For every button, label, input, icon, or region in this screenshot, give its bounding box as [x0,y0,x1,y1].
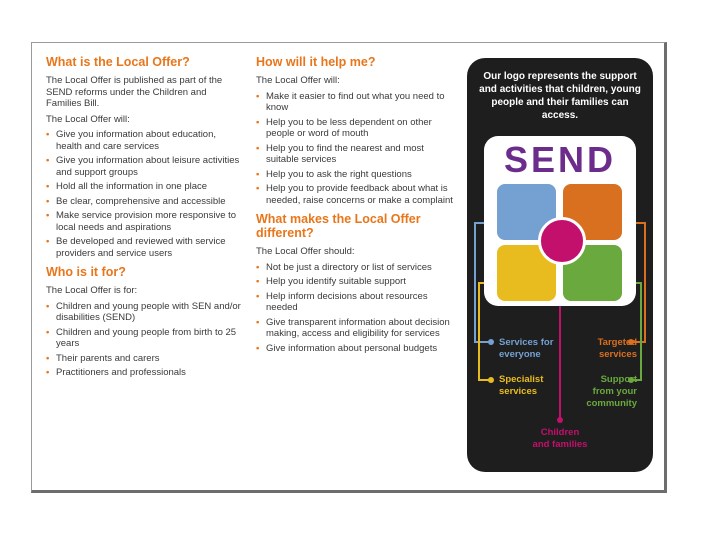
list-item-text: Their parents and carers [56,352,160,364]
will-list [46,129,244,259]
bullet-icon: • [46,181,50,192]
who-for-list [46,301,244,379]
who-for-section [46,265,244,379]
who-for-heading: Who is it for? [46,265,126,279]
label-line: from your [592,386,637,397]
list-item [46,210,244,233]
label-line: Specialist [499,374,544,385]
bullet-icon: • [46,155,50,166]
bullet-icon: • [256,90,260,102]
list-item [256,143,456,166]
label-line: services [598,349,637,360]
list-item [256,317,456,340]
label-line: Support [600,374,637,385]
list-item-text: Help inform decisions about resources needed [266,290,428,313]
list-item-text: Help you to provide feedback about what is needed, raise concerns or make a complaint [266,183,453,206]
list-item-text: Help you to find the nearest and most suitable services [266,142,424,165]
left-column [46,55,244,385]
list-item-text: Help you identify suitable support [266,276,406,287]
bullet-icon: • [256,168,260,180]
label-line: and families [532,439,588,450]
list-item [256,91,456,114]
send-wordmark: SEND [503,139,617,180]
bullet-icon: • [46,367,50,378]
different-intro: The Local Offer should: [256,246,355,257]
bullet-icon: • [256,116,260,128]
what-is-intro: The Local Offer is published as part of the SEND reforms under the Children and Families Bill. [46,75,223,109]
list-item [256,183,456,206]
different-list [256,262,456,355]
label-line: services [499,386,538,397]
bullet-icon: • [256,290,260,302]
pink-connector-dot [557,417,563,423]
bullet-icon: • [46,210,50,221]
list-item [46,301,244,324]
list-item-text: Hold all the information in one place [56,181,208,192]
list-item-text: Practitioners and professionals [56,367,186,378]
what-is-heading: What is the Local Offer? [46,55,190,69]
bullet-icon: • [256,183,260,194]
label-line: everyone [499,349,541,360]
list-item-text: Help you to be less dependent on other people or word of mouth [266,116,432,139]
list-item [256,262,456,274]
list-item-text: Be clear, comprehensive and accessible [56,195,226,207]
bullet-icon: • [46,236,50,247]
bullet-icon: • [46,195,50,207]
bullet-icon: • [256,342,260,354]
how-help-intro: The Local Offer will: [256,75,340,86]
list-item-text: Help you to ask the right questions [266,168,412,180]
how-help-list [256,91,456,207]
logo-panel [467,58,653,472]
list-item [256,117,456,140]
different-heading: What makes the Local Offer different? [256,212,421,240]
list-item [46,353,244,365]
bullet-icon: • [256,276,260,287]
list-item [46,367,244,379]
local-offer-leaflet [31,42,667,493]
list-item [256,291,456,314]
list-item-text: Make service provision more responsive to local needs and aspirations [56,210,237,233]
bullet-icon: • [46,129,50,140]
targeted-services-label [598,337,637,361]
list-item-text: Make it easier to find out what you need to know [266,90,445,113]
children-families-label [517,427,603,451]
list-item [46,196,244,208]
list-item [256,276,456,288]
who-for-intro: The Local Offer is for: [46,285,138,296]
list-item-text: Give information about personal budgets [266,342,438,354]
send-logo [484,136,636,306]
bullet-icon: • [46,352,50,364]
label-line: Targeted [597,337,637,348]
list-item-text: Children and young people with SEN and/or disabilities (SEND) [56,300,241,323]
middle-column [256,55,456,360]
services-everyone-label [499,337,553,361]
list-item-text: Give you information about education, health and care services [56,129,217,152]
label-line: community [586,398,637,409]
will-intro: The Local Offer will: [46,113,130,125]
bullet-icon: • [256,261,260,273]
list-item [46,181,244,193]
label-line: Services for [499,337,554,348]
how-help-section [256,55,456,206]
different-section [256,212,456,354]
list-item [46,129,244,152]
list-item [46,236,244,259]
yellow-connector-dot [488,377,494,383]
list-item [46,327,244,350]
list-item-text: Give transparent information about decision making, access and eligibility for services [266,316,450,339]
list-item-text: Children and young people from birth to 25 years [56,326,237,349]
pink-center-circle [538,217,586,265]
list-item-text: Not be just a directory or list of services [266,261,432,273]
list-item [256,343,456,355]
bullet-icon: • [46,300,50,312]
label-line: Children [540,427,580,438]
list-item-text: Be developed and reviewed with service providers and service users [56,236,226,259]
logo-caption: Our logo represents the support and activities that children, young people and their families can access. [479,71,641,121]
blue-connector-dot [488,339,494,345]
list-item [46,155,244,178]
list-item [256,169,456,181]
what-is-section [46,55,244,259]
bullet-icon: • [256,142,260,154]
bullet-icon: • [256,316,260,328]
bullet-icon: • [46,326,50,338]
list-item-text: Give you information about leisure activities and support groups [56,155,240,178]
specialist-services-label [499,374,543,398]
community-support-label [586,374,637,410]
how-help-heading: How will it help me? [256,55,376,69]
